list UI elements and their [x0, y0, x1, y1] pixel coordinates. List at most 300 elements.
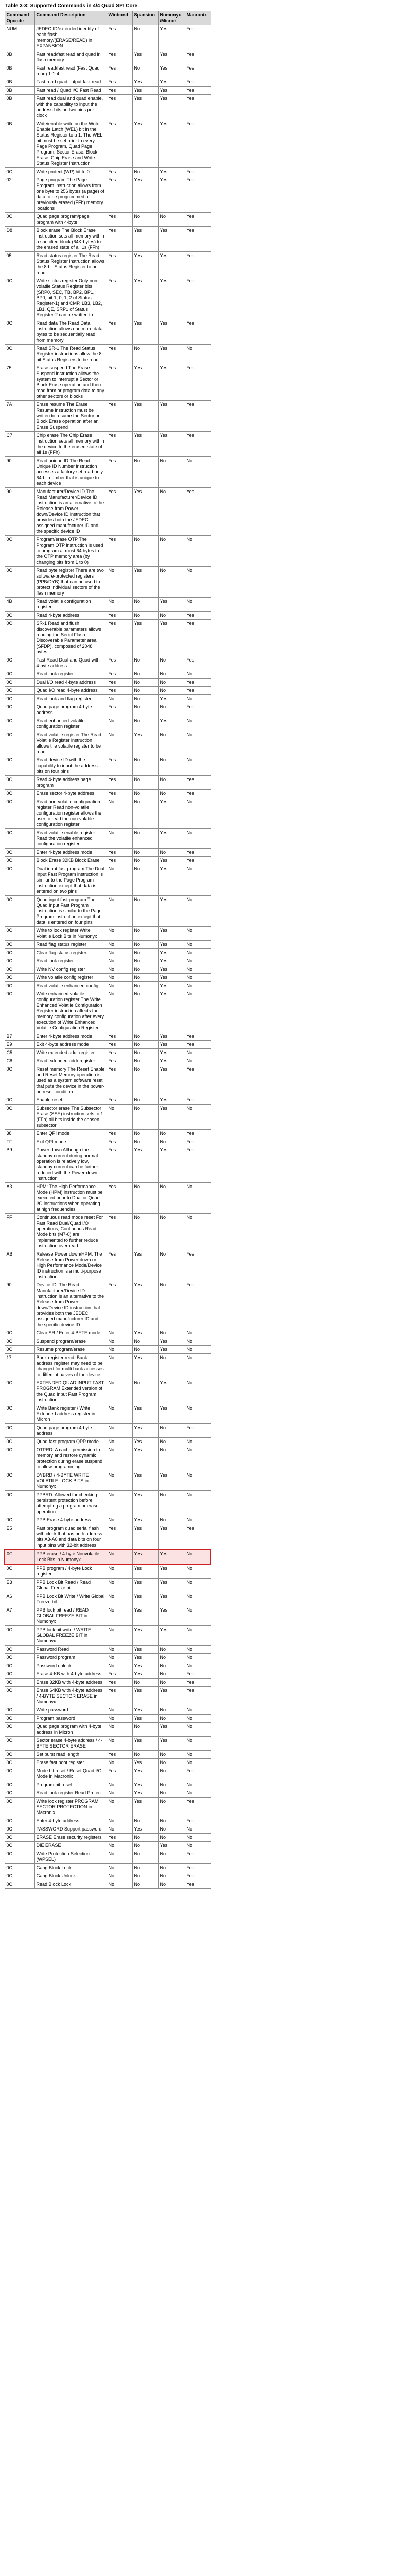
cell-spansion: Yes: [132, 1438, 158, 1446]
cell-macronix: No: [185, 756, 211, 776]
cell-macronix: Yes: [185, 227, 211, 252]
cell-macronix: Yes: [185, 776, 211, 790]
cell-description: Fast read dual and quad enable, with the capability to input the address bits on two pins per clock: [34, 95, 107, 120]
cell-winbond: Yes: [107, 364, 132, 401]
cell-winbond: No: [107, 949, 132, 957]
cell-macronix: No: [185, 798, 211, 829]
cell-winbond: Yes: [107, 536, 132, 567]
cell-numonyx: Yes: [158, 598, 185, 612]
table-row: [5, 1662, 211, 1670]
cell-winbond: Yes: [107, 620, 132, 656]
cell-description: Erase 32KB with 4-byte address: [34, 1679, 107, 1687]
cell-numonyx: No: [158, 1817, 185, 1825]
cell-description: Erase 4-KB with 4-byte address: [34, 1670, 107, 1679]
cell-numonyx: No: [158, 687, 185, 695]
cell-description: Read Block Lock: [34, 1880, 107, 1889]
cell-macronix: Yes: [185, 1880, 211, 1889]
cell-winbond: No: [107, 1404, 132, 1424]
cell-description: Read lock register Read Protect: [34, 1789, 107, 1798]
cell-winbond: Yes: [107, 457, 132, 488]
cell-description: Set burst read length: [34, 1751, 107, 1759]
cell-numonyx: Yes: [158, 957, 185, 965]
cell-spansion: No: [132, 896, 158, 927]
cell-macronix: Yes: [185, 849, 211, 857]
cell-description: Read volatile enable register Read the volatile enhanced configuration register: [34, 829, 107, 849]
cell-spansion: No: [132, 776, 158, 790]
table-row: [5, 50, 211, 64]
table-row: [5, 1850, 211, 1864]
cell-macronix: No: [185, 1105, 211, 1130]
table-row: [5, 1524, 211, 1550]
cell-description: PPBRD: Allowed for checking persistent protection before attempting a program or erase operation: [34, 1491, 107, 1516]
table-row: [5, 1767, 211, 1781]
header-spansion: Spansion: [132, 11, 158, 25]
table-row: [5, 1737, 211, 1751]
cell-macronix: Yes: [185, 1250, 211, 1281]
cell-description: Read SR-1 The Read Status Register instructions allow the 8-bit Status Registers to be read: [34, 345, 107, 364]
cell-winbond: Yes: [107, 1065, 132, 1096]
cell-spansion: Yes: [132, 1687, 158, 1706]
table-row: [5, 1592, 211, 1606]
cell-numonyx: No: [158, 1130, 185, 1138]
cell-macronix: No: [185, 1404, 211, 1424]
cell-winbond: No: [107, 990, 132, 1032]
table-row: [5, 1329, 211, 1337]
table-row: [5, 1354, 211, 1379]
cell-opcode: 05: [5, 252, 34, 277]
cell-numonyx: No: [158, 1850, 185, 1864]
cell-macronix: No: [185, 1337, 211, 1346]
cell-description: Quad page program 4-byte address: [34, 1424, 107, 1438]
cell-numonyx: Yes: [158, 1687, 185, 1706]
cell-numonyx: No: [158, 1767, 185, 1781]
table-row: [5, 965, 211, 974]
cell-spansion: Yes: [132, 1789, 158, 1798]
cell-winbond: Yes: [107, 612, 132, 620]
cell-opcode: 90: [5, 1281, 34, 1329]
cell-description: OTPRD: A cache permission to memory and restore dynamic protection during erase suspend to allow programming: [34, 1446, 107, 1471]
header-numonyx-micron: Numonyx /Micron: [158, 11, 185, 25]
cell-opcode: 0C: [5, 670, 34, 679]
cell-winbond: No: [107, 1606, 132, 1626]
cell-spansion: No: [132, 1065, 158, 1096]
cell-macronix: Yes: [185, 87, 211, 95]
cell-numonyx: Yes: [158, 1737, 185, 1751]
cell-winbond: Yes: [107, 703, 132, 717]
cell-macronix: Yes: [185, 857, 211, 865]
cell-macronix: No: [185, 865, 211, 896]
cell-winbond: Yes: [107, 277, 132, 319]
cell-description: Fast read/fast read and quad in flash memory: [34, 50, 107, 64]
cell-macronix: Yes: [185, 1138, 211, 1146]
cell-description: Write Bank register / Write Extended address register in Micron: [34, 1404, 107, 1424]
cell-numonyx: No: [158, 213, 185, 227]
cell-description: Suspend program/erase: [34, 1337, 107, 1346]
cell-opcode: 0C: [5, 949, 34, 957]
cell-description: Erase fast boot register: [34, 1759, 107, 1767]
cell-macronix: No: [185, 1606, 211, 1626]
table-row: [5, 1550, 211, 1564]
cell-spansion: Yes: [132, 1654, 158, 1662]
cell-numonyx: Yes: [158, 1049, 185, 1057]
cell-macronix: No: [185, 1646, 211, 1654]
cell-numonyx: No: [158, 1781, 185, 1789]
cell-spansion: No: [132, 1872, 158, 1880]
cell-spansion: No: [132, 457, 158, 488]
cell-winbond: No: [107, 1842, 132, 1850]
cell-macronix: No: [185, 974, 211, 982]
cell-winbond: Yes: [107, 756, 132, 776]
table-row: [5, 1646, 211, 1654]
cell-description: ERASE Erase security registers: [34, 1834, 107, 1842]
cell-winbond: Yes: [107, 1214, 132, 1250]
cell-macronix: Yes: [185, 319, 211, 345]
cell-opcode: 0C: [5, 798, 34, 829]
cell-numonyx: No: [158, 1670, 185, 1679]
cell-winbond: Yes: [107, 1146, 132, 1183]
cell-spansion: Yes: [132, 176, 158, 213]
cell-description: Password unlock: [34, 1662, 107, 1670]
cell-opcode: 0B: [5, 64, 34, 78]
cell-spansion: No: [132, 1679, 158, 1687]
cell-spansion: No: [132, 1032, 158, 1041]
cell-numonyx: Yes: [158, 1096, 185, 1105]
cell-winbond: No: [107, 1737, 132, 1751]
cell-opcode: E5: [5, 1524, 34, 1550]
cell-opcode: 0C: [5, 865, 34, 896]
cell-winbond: No: [107, 798, 132, 829]
cell-winbond: Yes: [107, 1281, 132, 1329]
cell-description: Write enhanced volatile configuration register The Write Enhanced Volatile Configuration Register instruction affects the memory configuration after every execution of Write Enhanced Volatile Configuration Register: [34, 990, 107, 1032]
table-row: [5, 790, 211, 798]
table-row: [5, 949, 211, 957]
cell-description: Dual I/O read 4-byte address: [34, 679, 107, 687]
header-macronix: Macronix: [185, 11, 211, 25]
cell-winbond: No: [107, 1825, 132, 1834]
cell-spansion: Yes: [132, 488, 158, 536]
cell-numonyx: No: [158, 567, 185, 598]
table-row: [5, 536, 211, 567]
cell-opcode: 0C: [5, 213, 34, 227]
cell-opcode: 0C: [5, 1872, 34, 1880]
cell-description: PPB Lock Bit Write / Write Global Freeze bit: [34, 1592, 107, 1606]
cell-spansion: No: [132, 1096, 158, 1105]
cell-numonyx: No: [158, 1654, 185, 1662]
cell-opcode: 0C: [5, 319, 34, 345]
table-caption-label: Table 3-3:: [5, 3, 29, 9]
cell-numonyx: Yes: [158, 982, 185, 990]
cell-winbond: No: [107, 1105, 132, 1130]
cell-numonyx: No: [158, 1759, 185, 1767]
header-description: Command Description: [34, 11, 107, 25]
cell-numonyx: Yes: [158, 1379, 185, 1404]
cell-description: Program password: [34, 1715, 107, 1723]
cell-description: Enable reset: [34, 1096, 107, 1105]
cell-winbond: Yes: [107, 401, 132, 432]
cell-macronix: Yes: [185, 1872, 211, 1880]
cell-numonyx: No: [158, 1880, 185, 1889]
cell-spansion: No: [132, 213, 158, 227]
cell-opcode: FF: [5, 1214, 34, 1250]
cell-winbond: No: [107, 1817, 132, 1825]
cell-spansion: Yes: [132, 1662, 158, 1670]
cell-winbond: No: [107, 1626, 132, 1646]
cell-opcode: 0C: [5, 1767, 34, 1781]
cell-macronix: Yes: [185, 790, 211, 798]
cell-opcode: 0C: [5, 1654, 34, 1662]
cell-numonyx: No: [158, 612, 185, 620]
cell-numonyx: Yes: [158, 1057, 185, 1065]
cell-spansion: Yes: [132, 401, 158, 432]
cell-spansion: No: [132, 1751, 158, 1759]
table-row: [5, 731, 211, 756]
cell-opcode: 0B: [5, 120, 34, 168]
cell-opcode: 4B: [5, 598, 34, 612]
cell-description: Enter 4-byte address: [34, 1817, 107, 1825]
cell-description: Write NV config register: [34, 965, 107, 974]
cell-numonyx: Yes: [158, 1337, 185, 1346]
table-row: [5, 849, 211, 857]
header-opcode: Command Opcode: [5, 11, 34, 25]
cell-winbond: No: [107, 1850, 132, 1864]
cell-numonyx: No: [158, 1864, 185, 1872]
cell-opcode: 0C: [5, 612, 34, 620]
cell-winbond: Yes: [107, 1670, 132, 1679]
cell-spansion: Yes: [132, 87, 158, 95]
cell-numonyx: Yes: [158, 798, 185, 829]
cell-description: Block Erase 32KB Block Erase: [34, 857, 107, 865]
cell-winbond: Yes: [107, 1767, 132, 1781]
cell-opcode: 0C: [5, 1516, 34, 1524]
cell-opcode: 0B: [5, 95, 34, 120]
cell-description: Enter QPI mode: [34, 1130, 107, 1138]
cell-spansion: Yes: [132, 1626, 158, 1646]
cell-opcode: 0C: [5, 1706, 34, 1715]
cell-opcode: 0C: [5, 756, 34, 776]
cell-macronix: Yes: [185, 364, 211, 401]
cell-description: HPM: The High Performance Mode (HPM) instruction must be executed prior to Dual or Quad I/O instructions when operating at high frequencies: [34, 1183, 107, 1214]
cell-macronix: No: [185, 695, 211, 703]
cell-opcode: 0C: [5, 687, 34, 695]
cell-spansion: No: [132, 1346, 158, 1354]
cell-numonyx: No: [158, 1354, 185, 1379]
cell-macronix: No: [185, 457, 211, 488]
cell-description: Block erase The Block Erase instruction sets all memory within a specified block (64K-bytes) to the erased state of all 1s (FFh): [34, 227, 107, 252]
table-row: [5, 1679, 211, 1687]
cell-macronix: Yes: [185, 1817, 211, 1825]
table-row: [5, 941, 211, 949]
cell-numonyx: No: [158, 756, 185, 776]
cell-numonyx: No: [158, 488, 185, 536]
cell-winbond: Yes: [107, 168, 132, 176]
cell-winbond: No: [107, 567, 132, 598]
cell-spansion: Yes: [132, 1516, 158, 1524]
cell-winbond: No: [107, 1424, 132, 1438]
cell-description: Manufacturer/Device ID The Read Manufacturer/Device ID instruction is an alternative to the Release from Power-down/Device ID instruction that provides both the JEDEC assigned manufacturer ID and the specific device ID: [34, 488, 107, 536]
cell-description: Quad fast program QPP mode: [34, 1438, 107, 1446]
cell-description: Bank register read: Bank address register may need to be changed for multi bank accesses to different halves of the device: [34, 1354, 107, 1379]
cell-spansion: Yes: [132, 1737, 158, 1751]
table-row: [5, 1670, 211, 1679]
cell-macronix: Yes: [185, 656, 211, 670]
cell-spansion: No: [132, 790, 158, 798]
cell-macronix: No: [185, 990, 211, 1032]
cell-spansion: Yes: [132, 252, 158, 277]
cell-macronix: Yes: [185, 1687, 211, 1706]
cell-winbond: No: [107, 927, 132, 941]
cell-description: Gang Block Lock: [34, 1864, 107, 1872]
table-row: [5, 1214, 211, 1250]
cell-numonyx: Yes: [158, 227, 185, 252]
table-row: [5, 1817, 211, 1825]
cell-macronix: Yes: [185, 277, 211, 319]
cell-numonyx: Yes: [158, 1146, 185, 1183]
cell-winbond: No: [107, 598, 132, 612]
cell-numonyx: No: [158, 1424, 185, 1438]
cell-macronix: Yes: [185, 50, 211, 64]
cell-winbond: Yes: [107, 1041, 132, 1049]
cell-winbond: Yes: [107, 319, 132, 345]
cell-numonyx: Yes: [158, 949, 185, 957]
table-row: [5, 1706, 211, 1715]
commands-table: [4, 11, 211, 1889]
table-row: [5, 1096, 211, 1105]
cell-opcode: NUM: [5, 25, 34, 50]
cell-opcode: 0C: [5, 965, 34, 974]
cell-description: Exit QPI mode: [34, 1138, 107, 1146]
cell-winbond: Yes: [107, 432, 132, 457]
cell-spansion: No: [132, 798, 158, 829]
table-header-row: [5, 11, 211, 25]
cell-numonyx: Yes: [158, 1579, 185, 1592]
cell-numonyx: No: [158, 1491, 185, 1516]
cell-opcode: 0C: [5, 1679, 34, 1687]
cell-description: Erase 64KB with 4-byte address / 4-BYTE SECTOR ERASE in Numonyx: [34, 1687, 107, 1706]
cell-description: Device ID: The Read Manufacturer/Device ID instruction is an alternative to the Release from Power-down/Device ID instruction that provides both the JEDEC assigned manufacturer ID and the specific device ID: [34, 1281, 107, 1329]
cell-numonyx: Yes: [158, 319, 185, 345]
table-row: [5, 798, 211, 829]
cell-opcode: 0C: [5, 1564, 34, 1579]
cell-winbond: Yes: [107, 1032, 132, 1041]
table-row: [5, 717, 211, 731]
cell-opcode: 0C: [5, 620, 34, 656]
cell-spansion: Yes: [132, 1706, 158, 1715]
cell-numonyx: Yes: [158, 896, 185, 927]
table-row: [5, 1250, 211, 1281]
cell-macronix: Yes: [185, 1670, 211, 1679]
cell-winbond: No: [107, 1337, 132, 1346]
cell-numonyx: Yes: [158, 1592, 185, 1606]
cell-spansion: Yes: [132, 1471, 158, 1491]
cell-macronix: No: [185, 1346, 211, 1354]
table-row: [5, 703, 211, 717]
cell-opcode: 0C: [5, 941, 34, 949]
cell-macronix: No: [185, 598, 211, 612]
table-row: [5, 1404, 211, 1424]
cell-macronix: Yes: [185, 25, 211, 50]
table-row: [5, 1864, 211, 1872]
cell-winbond: No: [107, 1491, 132, 1516]
cell-spansion: No: [132, 1214, 158, 1250]
cell-macronix: No: [185, 1579, 211, 1592]
cell-opcode: 0C: [5, 168, 34, 176]
table-row: [5, 1105, 211, 1130]
cell-description: Quad page program with 4-byte address in Micron: [34, 1723, 107, 1737]
cell-opcode: A3: [5, 1183, 34, 1214]
cell-numonyx: Yes: [158, 252, 185, 277]
table-row: [5, 457, 211, 488]
table-row: [5, 1183, 211, 1214]
cell-opcode: 0C: [5, 776, 34, 790]
cell-numonyx: Yes: [158, 1723, 185, 1737]
cell-winbond: No: [107, 896, 132, 927]
cell-numonyx: No: [158, 1751, 185, 1759]
cell-macronix: No: [185, 965, 211, 974]
table-row: [5, 598, 211, 612]
cell-winbond: Yes: [107, 687, 132, 695]
cell-numonyx: No: [158, 1214, 185, 1250]
cell-macronix: Yes: [185, 1767, 211, 1781]
cell-numonyx: No: [158, 670, 185, 679]
cell-opcode: 0C: [5, 703, 34, 717]
cell-winbond: No: [107, 1550, 132, 1564]
header-winbond: Winbond: [107, 11, 132, 25]
cell-opcode: 0C: [5, 829, 34, 849]
cell-macronix: Yes: [185, 401, 211, 432]
cell-macronix: No: [185, 1654, 211, 1662]
cell-description: Enter 4-byte address mode: [34, 849, 107, 857]
cell-description: Program bit reset: [34, 1781, 107, 1789]
table-row: [5, 1471, 211, 1491]
cell-winbond: Yes: [107, 78, 132, 87]
cell-winbond: Yes: [107, 857, 132, 865]
cell-winbond: No: [107, 1872, 132, 1880]
cell-description: Chip erase The Chip Erase instruction sets all memory within the device to the erased state of all 1s (FFh): [34, 432, 107, 457]
cell-macronix: No: [185, 1471, 211, 1491]
cell-description: Read byte register There are two software-protected registers (PPB/DYB) that can be used to protect individual sectors of the flash memory: [34, 567, 107, 598]
cell-winbond: No: [107, 1789, 132, 1798]
cell-winbond: No: [107, 1759, 132, 1767]
cell-macronix: Yes: [185, 252, 211, 277]
cell-opcode: A6: [5, 1592, 34, 1606]
table-row: [5, 1424, 211, 1438]
table-row: [5, 120, 211, 168]
cell-spansion: Yes: [132, 1759, 158, 1767]
table-body: [5, 25, 211, 1889]
cell-winbond: No: [107, 1723, 132, 1737]
cell-spansion: No: [132, 1183, 158, 1214]
cell-spansion: Yes: [132, 1798, 158, 1817]
cell-spansion: No: [132, 974, 158, 982]
cell-macronix: No: [185, 1516, 211, 1524]
cell-opcode: 0C: [5, 1626, 34, 1646]
cell-macronix: No: [185, 1834, 211, 1842]
cell-description: PPB lock bit read / READ GLOBAL FREEZE BIT in Numonyx: [34, 1606, 107, 1626]
cell-description: Fast read / Quad I/O Fast Read: [34, 87, 107, 95]
cell-macronix: No: [185, 927, 211, 941]
cell-numonyx: Yes: [158, 1105, 185, 1130]
cell-spansion: Yes: [132, 277, 158, 319]
cell-opcode: 0C: [5, 1404, 34, 1424]
cell-macronix: Yes: [185, 1679, 211, 1687]
cell-numonyx: Yes: [158, 25, 185, 50]
cell-numonyx: Yes: [158, 120, 185, 168]
cell-opcode: 0C: [5, 679, 34, 687]
cell-description: Read 4-byte address page program: [34, 776, 107, 790]
cell-macronix: No: [185, 1491, 211, 1516]
cell-description: Gang Block Unlock: [34, 1872, 107, 1880]
cell-winbond: No: [107, 865, 132, 896]
